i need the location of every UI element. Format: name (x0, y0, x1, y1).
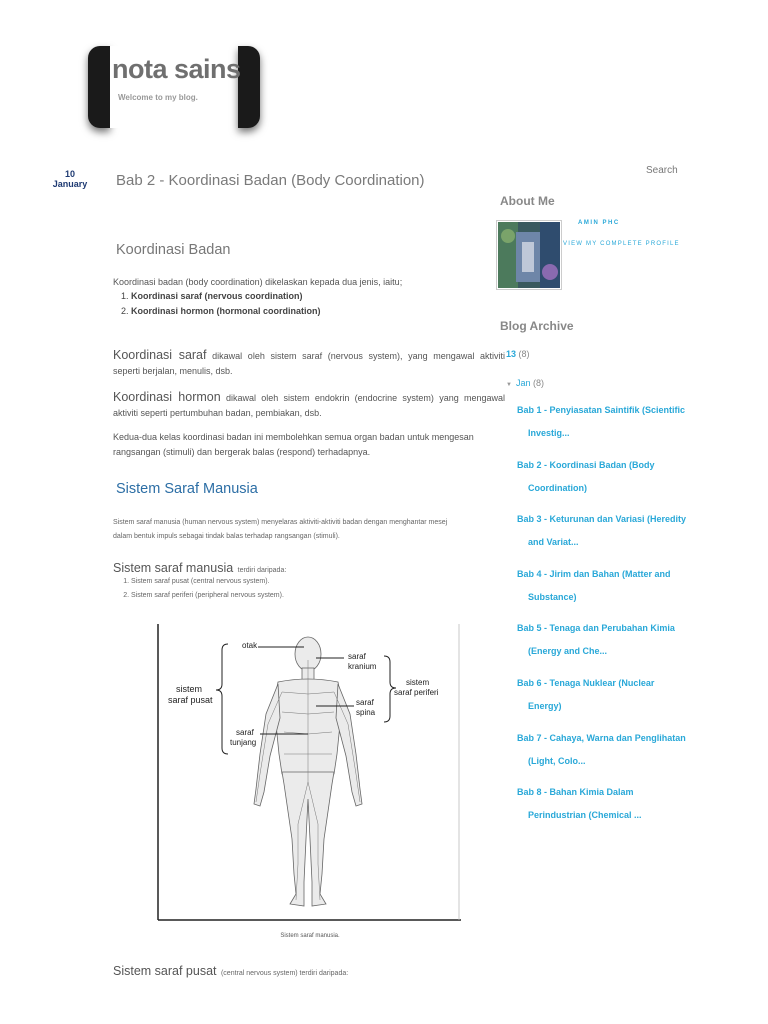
label-saraf-tunjang: saraf (236, 728, 254, 737)
label-kranium: kranium (348, 662, 377, 671)
blog-title[interactable]: nota sains (112, 54, 241, 84)
archive-year[interactable]: 13 (8) (506, 349, 530, 359)
cns-line: Sistem saraf pusat (central nervous system) terdiri daripada: (113, 964, 349, 978)
label-spina: spina (356, 708, 376, 717)
blog-header (88, 46, 260, 128)
header-frame-right (238, 46, 260, 128)
parts-list (113, 575, 493, 603)
list-item: 1. Sistem saraf pusat (central nervous system). (131, 575, 493, 589)
diagram-svg (156, 624, 461, 922)
header-frame-left (88, 46, 110, 128)
archive-post-link[interactable]: Bab 5 - Tenaga dan Perubahan Kimia (Energy and Che... (517, 623, 675, 657)
avatar[interactable] (496, 220, 562, 290)
avatar-image (498, 222, 560, 288)
archive-post-link[interactable]: Bab 7 - Cahaya, Warna dan Penglihatan (Light, Colo... (517, 732, 686, 766)
coordination-types-list (113, 289, 503, 319)
archive-month[interactable]: ▼ Jan (8) (506, 378, 544, 388)
collapse-triangle-icon[interactable]: ▼ (506, 382, 512, 388)
list-item: 2. Sistem saraf periferi (peripheral nervous system). (131, 589, 493, 603)
label-saraf-spina: saraf (356, 698, 374, 707)
post-date-month: January (52, 179, 88, 189)
profile-name[interactable]: AMIN PHC (578, 220, 620, 226)
nervous-paragraph: Sistem saraf manusia (human nervous system) menyelaras aktiviti-aktiviti badan dengan menghantar mesej dalam bentuk impuls sebagai tindak balas terhadap rangsangan (stimuli). (113, 519, 448, 540)
archive-post-link[interactable]: Bab 4 - Jirim dan Bahan (Matter and Substance) (517, 568, 671, 602)
hormon-term: Koordinasi hormon (113, 390, 221, 404)
label-sistem-periferi: sistem (406, 678, 430, 687)
label-sistem-pusat: sistem (176, 684, 203, 694)
list-item: 1. Koordinasi saraf (nervous coordination) (131, 289, 503, 304)
archive-post-link[interactable]: Bab 2 - Koordinasi Badan (Body Coordination) (517, 459, 655, 493)
blog-description: Welcome to my blog. (118, 93, 198, 102)
archive-post-link[interactable]: Bab 1 - Penyiasatan Saintifik (Scientific Investig... (517, 405, 686, 438)
label-saraf-pusat: saraf pusat (168, 695, 213, 705)
label-saraf-kranium: saraf (348, 652, 366, 661)
hormon-paragraph: Koordinasi hormon dikawal oleh sistem endokrin (endocrine system) yang mengawal aktiviti seperti pertumbuhan badan, pembiakan, dsb. (113, 390, 506, 418)
saraf-paragraph: Koordinasi saraf dikawal oleh sistem saraf (nervous system), yang mengawal aktiviti seperti berjalan, menulis, dsb. (113, 348, 505, 376)
label-saraf-periferi: saraf periferi (394, 688, 439, 697)
both-paragraph: Kedua-dua kelas koordinasi badan ini membolehkan semua organ badan untuk mengesan rangsangan (stimuli) dan bergerak balas (respond) terhadapnya. (113, 432, 474, 457)
view-profile-link[interactable]: VIEW MY COMPLETE PROFILE (563, 241, 680, 247)
list-item: 2. Koordinasi hormon (hormonal coordination) (131, 304, 503, 319)
archive-heading: Blog Archive (500, 319, 574, 333)
archive-post-link[interactable]: Bab 3 - Keturunan dan Variasi (Heredity and Variat... (517, 514, 687, 548)
about-heading: About Me (500, 194, 555, 208)
search-label[interactable]: Search (646, 165, 678, 176)
section-heading-koordinasi: Koordinasi Badan (116, 242, 231, 258)
label-otak: otak (242, 641, 258, 650)
consists-line: Sistem saraf manusia terdiri daripada: (113, 561, 287, 575)
archive-post-link[interactable]: Bab 6 - Tenaga Nuklear (Nuclear Energy) (517, 678, 655, 711)
nerve-lines (256, 660, 360, 900)
nervous-system-diagram (156, 624, 461, 922)
label-tunjang: tunjang (230, 738, 257, 747)
saraf-term: Koordinasi saraf (113, 348, 207, 362)
post-date-day: 10 (64, 169, 75, 179)
section-heading-sistem-saraf: Sistem Saraf Manusia (116, 481, 258, 497)
archive-post-link[interactable]: Bab 8 - Bahan Kimia Dalam Perindustrian (Chemical ... (517, 787, 642, 821)
post-title[interactable]: Bab 2 - Koordinasi Badan (Body Coordination) (116, 172, 425, 189)
figure-caption: Sistem saraf manusia. (280, 933, 340, 939)
intro-paragraph: Koordinasi badan (body coordination) dikelaskan kepada dua jenis, iaitu; (113, 277, 403, 287)
